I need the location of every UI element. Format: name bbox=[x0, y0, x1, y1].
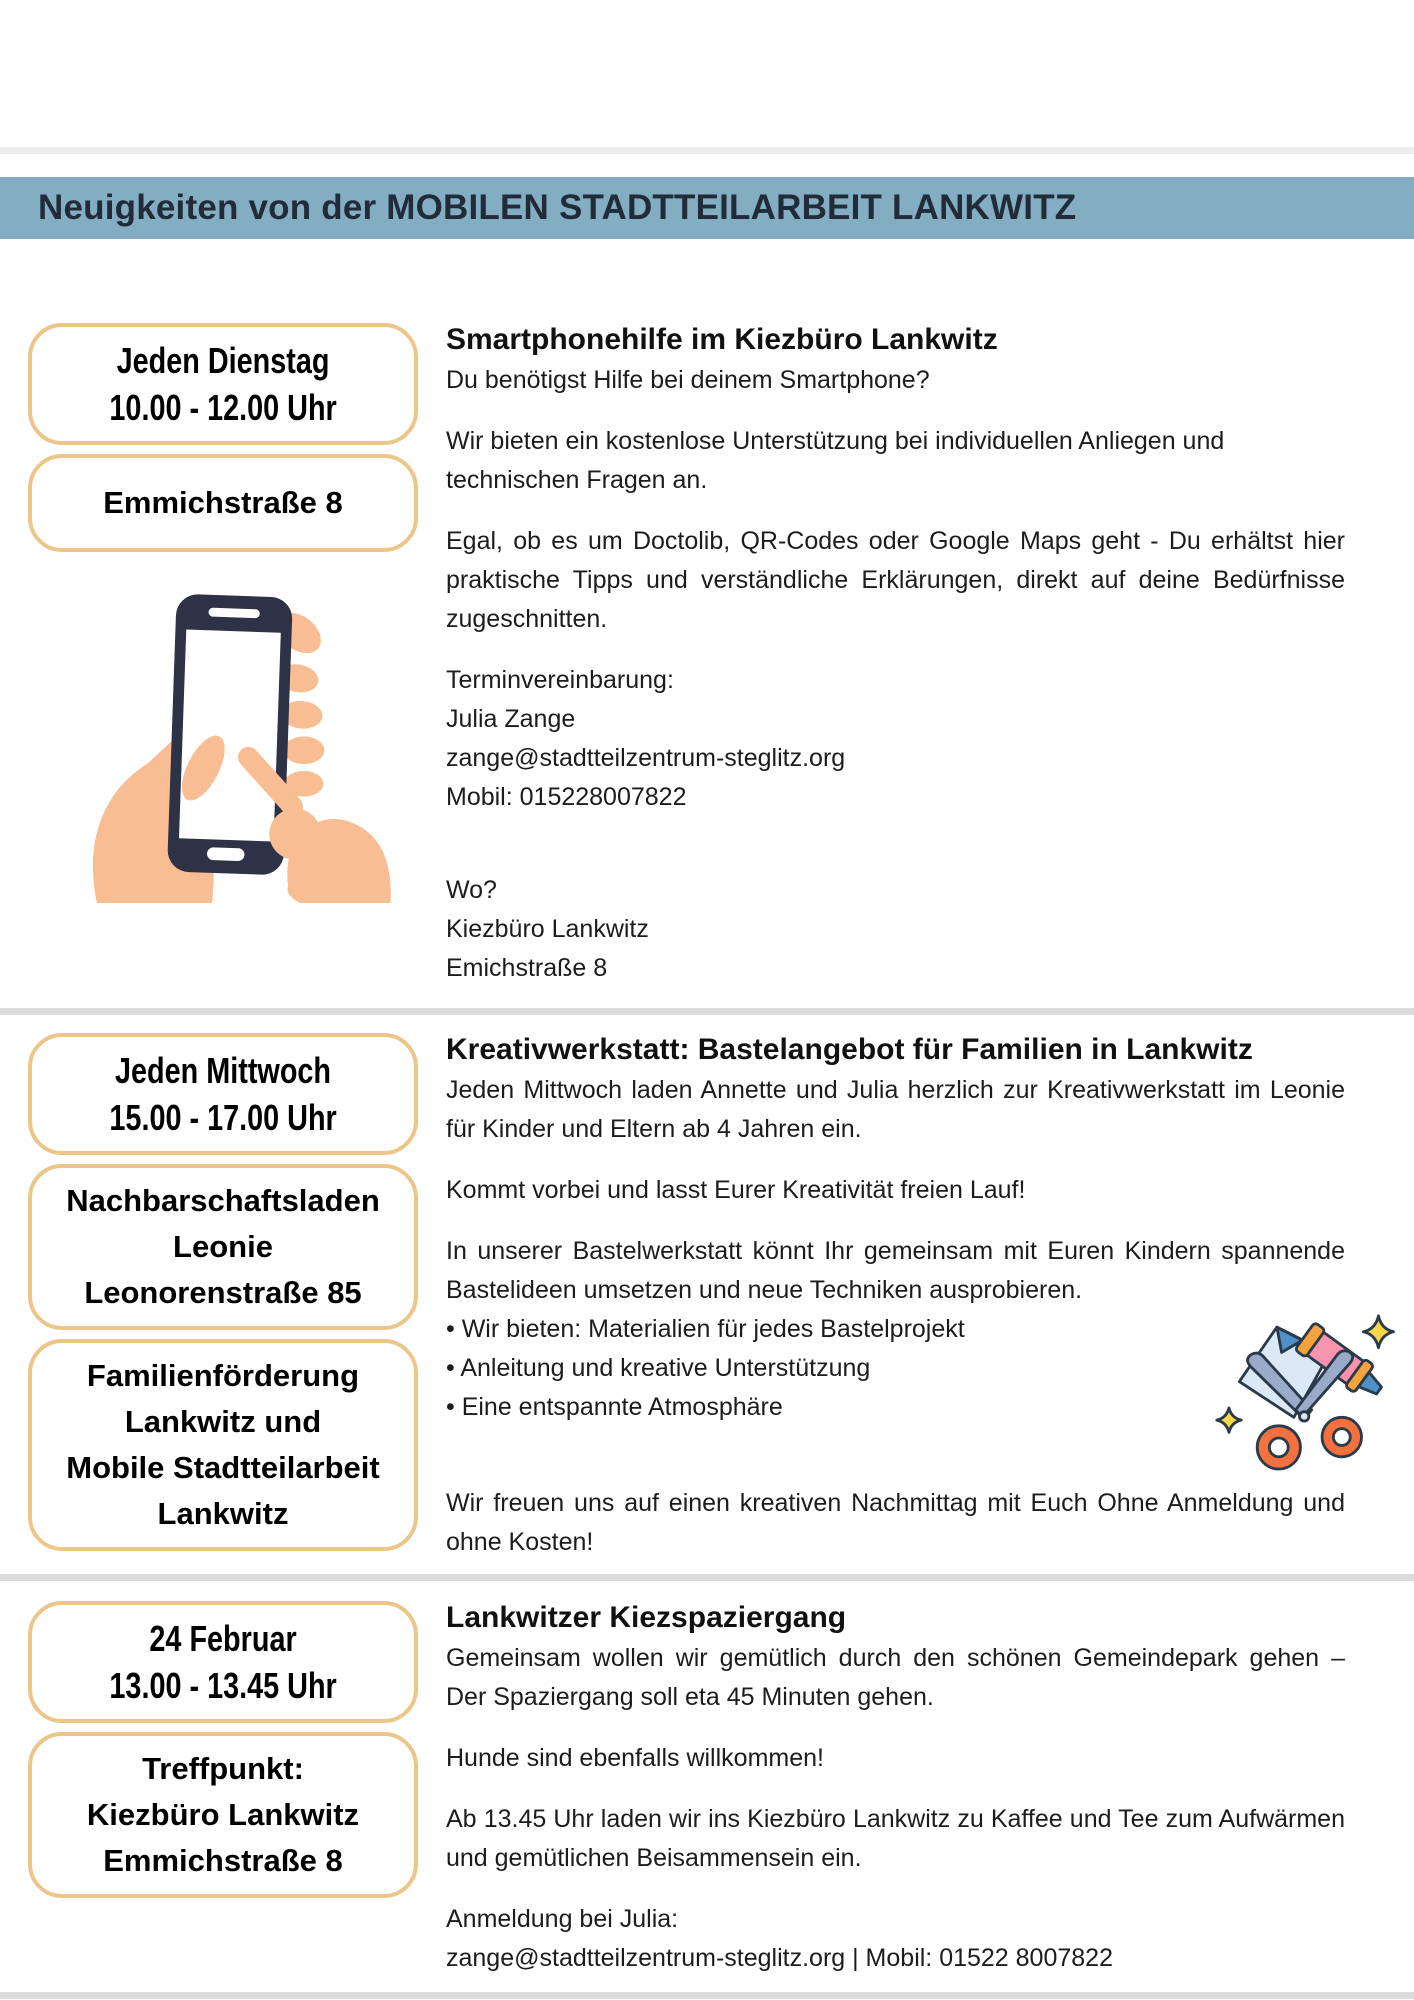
location-badge bbox=[28, 454, 418, 552]
contact-heading: Terminvereinbarung: bbox=[446, 666, 674, 694]
sparkle-icon bbox=[1217, 1408, 1241, 1432]
paragraph: Egal, ob es um Doctolib, QR-Codes oder Google Maps geht - Du erhältst hier praktische Tipps und verständliche Erklärungen, direkt auf deine Bedürfnisse zugeschnitten. bbox=[446, 527, 1345, 633]
schedule-badge bbox=[28, 1601, 418, 1723]
bullet-item: • Eine entspannte Atmosphäre bbox=[446, 1393, 783, 1421]
contact-email: zange@stadtteilzentrum-steglitz.org bbox=[446, 744, 846, 772]
section-title: Kreativwerkstatt: Bastelangebot für Familien in Lankwitz bbox=[446, 1033, 1253, 1066]
sparkle-icon bbox=[1363, 1316, 1393, 1348]
registration-heading: Anmeldung bei Julia: bbox=[446, 1905, 679, 1933]
organizer-line: Mobile Stadtteilarbeit bbox=[66, 1450, 380, 1485]
registration-block bbox=[446, 1900, 1345, 1978]
registration-contact: zange@stadtteilzentrum-steglitz.org | Mobil: 01522 8007822 bbox=[446, 1944, 1113, 1972]
kreativwerkstatt-sidebar bbox=[28, 1033, 418, 1562]
kreativwerkstatt-content bbox=[446, 1033, 1345, 1562]
smartphonehilfe-sidebar bbox=[28, 323, 418, 988]
contact-phone: Mobil: 015228007822 bbox=[446, 783, 687, 811]
organizer-line: Familienförderung bbox=[86, 1358, 360, 1393]
paragraph: Du benötigst Hilfe bei deinem Smartphone? bbox=[446, 366, 930, 394]
bullet-item: • Wir bieten: Materialien für jedes Bastelprojekt bbox=[446, 1315, 965, 1343]
schedule-time: 10.00 - 12.00 Uhr bbox=[109, 387, 337, 428]
section-divider-2 bbox=[0, 1574, 1414, 1581]
schedule-badge bbox=[28, 1033, 418, 1155]
location-line: Leonorenstraße 85 bbox=[84, 1275, 362, 1310]
section-kiezspaziergang bbox=[0, 1601, 1414, 1978]
paragraph: Jeden Mittwoch laden Annette und Julia herzlich zur Kreativwerkstatt im Leonie für Kinder und Eltern ab 4 Jahren ein. bbox=[446, 1076, 1345, 1143]
paragraph: Hunde sind ebenfalls willkommen! bbox=[446, 1744, 824, 1772]
smartphonehilfe-content bbox=[446, 323, 1345, 988]
schedule-day: Jeden Dienstag bbox=[116, 340, 330, 381]
where-block bbox=[446, 871, 1345, 988]
meeting-point-label: Treffpunkt: bbox=[142, 1751, 304, 1786]
header-bar bbox=[0, 177, 1414, 239]
where-venue: Kiezbüro Lankwitz bbox=[446, 915, 649, 943]
section-title: Smartphonehilfe im Kiezbüro Lankwitz bbox=[446, 323, 998, 356]
section-kreativwerkstatt bbox=[0, 1033, 1414, 1562]
bullet-item: • Anleitung und kreative Unterstützung bbox=[446, 1354, 871, 1382]
smartphone-illustration bbox=[53, 568, 393, 903]
page-title: Neuigkeiten von der MOBILEN STADTTEILARBEIT LANKWITZ bbox=[38, 188, 1077, 227]
contact-block bbox=[446, 661, 1345, 817]
paragraph: Wir freuen uns auf einen kreativen Nachmittag mit Euch Ohne Anmeldung und ohne Kosten! bbox=[446, 1489, 1345, 1556]
contact-name: Julia Zange bbox=[446, 705, 576, 733]
top-margin bbox=[0, 0, 1414, 147]
section-divider-top bbox=[0, 147, 1414, 154]
meeting-point-address: Emmichstraße 8 bbox=[103, 1843, 343, 1878]
location-address: Emmichstraße 8 bbox=[103, 485, 343, 520]
schedule-day: Jeden Mittwoch bbox=[114, 1050, 332, 1091]
kiezspaziergang-sidebar bbox=[28, 1601, 418, 1978]
bullet-list bbox=[446, 1310, 1345, 1427]
schedule-time: 13.00 - 13.45 Uhr bbox=[109, 1665, 337, 1706]
paragraph: Wir bieten ein kostenlose Unterstützung bei individuellen Anliegen und technischen Fragen an. bbox=[446, 427, 1225, 494]
section-title: Lankwitzer Kiezspaziergang bbox=[446, 1601, 847, 1634]
organizer-badge bbox=[28, 1339, 418, 1551]
kiezspaziergang-content bbox=[446, 1601, 1345, 1978]
location-badge bbox=[28, 1732, 418, 1898]
schedule-time: 15.00 - 17.00 Uhr bbox=[109, 1097, 337, 1138]
location-line: Leonie bbox=[173, 1229, 273, 1264]
where-address: Emichstraße 8 bbox=[446, 954, 608, 982]
paragraph: Ab 13.45 Uhr laden wir ins Kiezbüro Lankwitz zu Kaffee und Tee zum Aufwärmen und gemütlichen Beisammensein ein. bbox=[446, 1805, 1345, 1872]
paragraph: Gemeinsam wollen wir gemütlich durch den schönen Gemeindepark gehen – Der Spaziergang soll eta 45 Minuten gehen. bbox=[446, 1644, 1345, 1711]
where-heading: Wo? bbox=[446, 876, 497, 904]
schedule-date: 24 Februar bbox=[149, 1618, 297, 1659]
location-line: Nachbarschaftsladen bbox=[66, 1183, 380, 1218]
craft-illustration bbox=[1213, 1304, 1401, 1478]
schedule-badge bbox=[28, 323, 418, 445]
organizer-line: Lankwitz bbox=[157, 1496, 289, 1531]
organizer-line: Lankwitz und bbox=[124, 1404, 322, 1439]
meeting-point-venue: Kiezbüro Lankwitz bbox=[86, 1797, 360, 1832]
paragraph: Kommt vorbei und lasst Eurer Kreativität freien Lauf! bbox=[446, 1176, 1026, 1204]
section-divider-1 bbox=[0, 1008, 1414, 1015]
paragraph: In unserer Bastelwerkstatt könnt Ihr gemeinsam mit Euren Kindern spannende Bastelideen umsetzen und neue Techniken ausprobieren. bbox=[446, 1237, 1345, 1304]
section-smartphonehilfe bbox=[0, 323, 1414, 988]
location-badge bbox=[28, 1164, 418, 1330]
section-divider-3 bbox=[0, 1992, 1414, 1999]
